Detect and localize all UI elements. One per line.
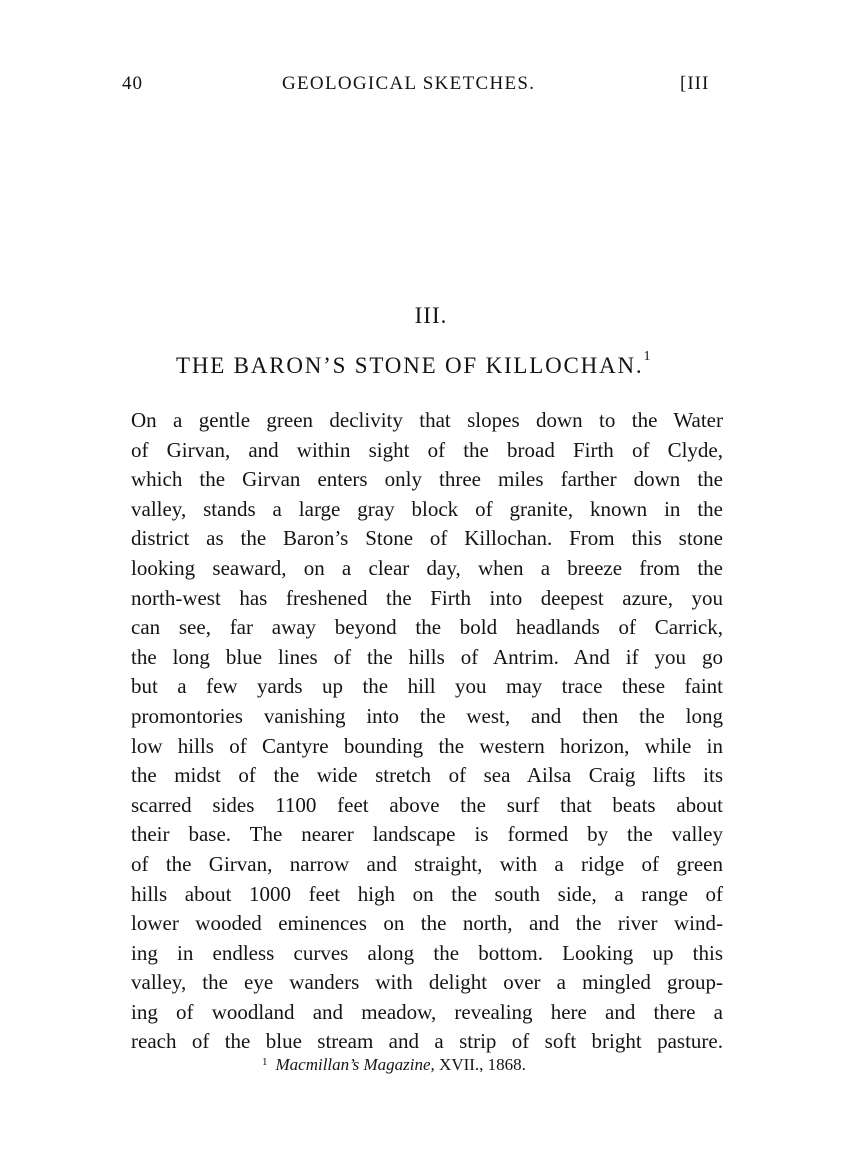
- footnote-mark: 1: [262, 1056, 268, 1068]
- footnote-reference: 1: [643, 349, 651, 364]
- body-line: district as the Baron’s Stone of Killochan. From this stone: [131, 526, 723, 551]
- chapter-numeral: III.: [414, 303, 448, 328]
- footnote-detail: XVII., 1868.: [439, 1055, 526, 1074]
- body-line: looking seaward, on a clear day, when a breeze from the: [131, 555, 723, 580]
- chapter-title: [176, 349, 651, 379]
- body-line: which the Girvan enters only three miles farther down the: [131, 467, 723, 492]
- body-line: ing in endless curves along the bottom. Looking up this: [131, 940, 723, 965]
- footnote-source: Macmillan’s Magazine,: [275, 1055, 435, 1074]
- body-line: low hills of Cantyre bounding the western horizon, while in: [131, 733, 723, 758]
- body-paragraph: [131, 406, 723, 1057]
- body-line: valley, the eye wanders with delight over a mingled group-: [131, 970, 723, 995]
- body-line: north-west has freshened the Firth into deepest azure, you: [131, 585, 723, 610]
- body-line: their base. The nearer landscape is formed by the valley: [131, 822, 723, 847]
- body-line: valley, stands a large gray block of granite, known in the: [131, 496, 723, 521]
- body-line: the long blue lines of the hills of Antrim. And if you go: [131, 644, 723, 669]
- page-number: 40: [122, 73, 143, 94]
- body-line: of the Girvan, narrow and straight, with a ridge of green: [131, 851, 723, 876]
- body-line: of Girvan, and within sight of the broad Firth of Clyde,: [131, 437, 723, 462]
- running-chapter-marker: [III: [680, 73, 710, 94]
- body-line: On a gentle green declivity that slopes down to the Water: [131, 408, 723, 432]
- body-line: reach of the blue stream and a strip of soft bright pasture.: [131, 1029, 723, 1054]
- body-line: lower wooded eminences on the north, and the river wind-: [131, 911, 723, 936]
- body-line: hills about 1000 feet high on the south side, a range of: [131, 881, 723, 906]
- running-title: GEOLOGICAL SKETCHES.: [282, 73, 536, 94]
- body-line: ing of woodland and meadow, revealing here and there a: [131, 999, 723, 1024]
- body-line: scarred sides 1100 feet above the surf that beats about: [131, 792, 723, 817]
- body-line: the midst of the wide stretch of sea Ailsa Craig lifts its: [131, 763, 723, 788]
- body-line: promontories vanishing into the west, and then the long: [131, 703, 723, 728]
- body-line: but a few yards up the hill you may trace these faint: [131, 674, 723, 699]
- running-head: [122, 73, 722, 103]
- footnote: [262, 1055, 526, 1075]
- chapter-title-text: THE BARON’S STONE OF KILLOCHAN.: [176, 353, 644, 378]
- body-line: can see, far away beyond the bold headlands of Carrick,: [131, 615, 723, 640]
